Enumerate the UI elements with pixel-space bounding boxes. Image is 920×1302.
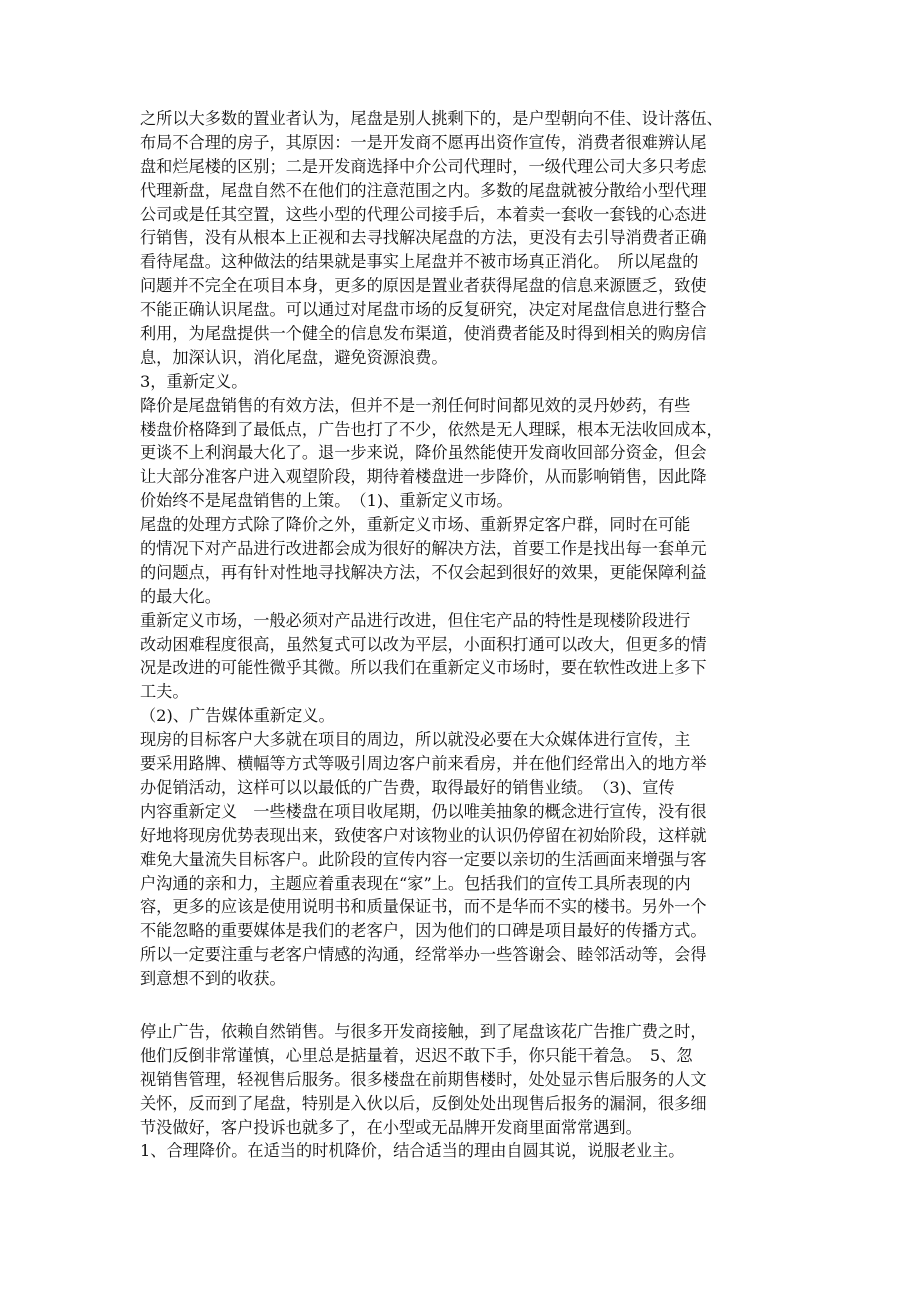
text-line: 盘和烂尾楼的区别；二是开发商选择中介公司代理时，一级代理公司大多只考虑: [140, 156, 707, 176]
text-line: 看待尾盘。这种做法的结果就是事实上尾盘并不被市场真正消化。 所以尾盘的: [140, 252, 699, 272]
paragraph-gap: [140, 991, 785, 1020]
text-line: 不能忽略的重要媒体是我们的老客户，因为他们的口碑是项目最好的传播方式。: [140, 921, 707, 941]
text-line: 户沟通的亲和力，主题应着重表现在“家”上。包括我们的宣传工具所表现的内: [140, 873, 691, 893]
text-line: 的最大化。: [140, 586, 221, 606]
text-line: 布局不合理的房子，其原因：一是开发商不愿再出资作宣传，消费者很难辨认尾: [140, 132, 707, 152]
text-line: 不能正确认识尾盘。可以通过对尾盘市场的反复研究，决定对尾盘信息进行整合: [140, 300, 707, 320]
text-line: 内容重新定义 一些楼盘在项目收尾期，仍以唯美抽象的概念进行宣传，没有很: [140, 801, 707, 821]
document-page: [140, 107, 785, 1163]
text-line: 难免大量流失目标客户。此阶段的宣传内容一定要以亲切的生活画面来增强与客: [140, 849, 707, 869]
text-line: 的问题点，再有针对性地寻找解决方法，不仅会起到很好的效果，更能保障利益: [140, 562, 707, 582]
text-line: 行销售，没有从根本上正视和去寻找解决尾盘的方法，更没有去引导消费者正确: [140, 228, 707, 248]
text-line: 容，更多的应该是使用说明书和质量保证书，而不是华而不实的楼书。另外一个: [140, 897, 707, 917]
text-line: 况是改进的可能性微乎其微。所以我们在重新定义市场时，要在软性改进上多下: [140, 658, 707, 678]
text-block-1: [140, 107, 785, 991]
text-line: 之所以大多数的置业者认为，尾盘是别人挑剩下的，是户型朝向不佳、设计落伍、: [140, 109, 723, 128]
text-line: 停止广告，依赖自然销售。与很多开发商接触，到了尾盘该花广告推广费之时，: [140, 1021, 707, 1041]
text-line: 价始终不是尾盘销售的上策。 （1)、重新定义市场。: [140, 491, 513, 511]
text-line: 现房的目标客户大多就在项目的周边，所以就没必要在大众媒体进行宣传，主: [140, 730, 691, 750]
text-line: 到意想不到的收获。: [140, 969, 286, 989]
text-line: 3，重新定义。: [140, 371, 248, 391]
text-line: 楼盘价格降到了最低点，广告也打了不少，依然是无人理睬，根本无法收回成本，: [140, 419, 723, 439]
text-line: 他们反倒非常谨慎，心里总是掂量着，迟迟不敢下手，你只能干着急。 5、忽: [140, 1045, 693, 1065]
text-line: 利用，为尾盘提供一个健全的信息发布渠道，使消费者能及时得到相关的购房信: [140, 324, 707, 344]
text-line: 的情况下对产品进行改进都会成为很好的解决方法，首要工作是找出每一套单元: [140, 539, 707, 559]
text-line: 问题并不完全在项目本身，更多的原因是置业者获得尾盘的信息来源匮乏，致使: [140, 276, 707, 296]
text-line: 更谈不上利润最大化了。退一步来说，降价虽然能使开发商收回部分资金，但会: [140, 443, 707, 463]
text-line: 代理新盘，尾盘自然不在他们的注意范围之内。多数的尾盘就被分散给小型代理: [140, 180, 707, 200]
text-line: 重新定义市场，一般必须对产品进行改进，但住宅产品的特性是现楼阶段进行: [140, 610, 691, 630]
text-line: 1、合理降价。在适当的时机降价，结合适当的理由自圆其说，说服老业主。: [140, 1141, 685, 1161]
text-line: 所以一定要注重与老客户情感的沟通，经常举办一些答谢会、睦邻活动等，会得: [140, 945, 707, 965]
text-line: 办促销活动，这样可以以最低的广告费，取得最好的销售业绩。 （3)、宣传: [140, 777, 675, 797]
text-line: 要采用路牌、横幅等方式等吸引周边客户前来看房，并在他们经常出入的地方举: [140, 754, 707, 774]
text-line: 让大部分准客户进入观望阶段，期待着楼盘进一步降价，从而影响销售，因此降: [140, 467, 707, 487]
text-line: 关怀，反而到了尾盘，特别是入伙以后，反倒处处出现售后报务的漏洞，很多细: [140, 1093, 707, 1113]
text-line: 工夫。: [140, 682, 189, 702]
text-line: 视销售管理，轻视售后服务。很多楼盘在前期售楼时，处处显示售后服务的人文: [140, 1069, 707, 1089]
text-line: 息，加深认识，消化尾盘，避免资源浪费。: [140, 347, 448, 367]
text-line: 公司或是任其空置，这些小型的代理公司接手后，本着卖一套收一套钱的心态进: [140, 204, 707, 224]
text-line: 降价是尾盘销售的有效方法，但并不是一剂任何时间都见效的灵丹妙药，有些: [140, 395, 691, 415]
text-line: 好地将现房优势表现出来，致使客户对该物业的认识仍停留在初始阶段，这样就: [140, 825, 707, 845]
text-block-2: [140, 1020, 785, 1163]
text-line: 尾盘的处理方式除了降价之外，重新定义市场、重新界定客户群，同时在可能: [140, 515, 691, 535]
text-line: 改动困难程度很高，虽然复式可以改为平层，小面积打通可以改大，但更多的情: [140, 634, 707, 654]
text-line: （2)、广告媒体重新定义。: [140, 706, 335, 726]
text-line: 节没做好，客户投诉也就多了，在小型或无品牌开发商里面常常遇到。: [140, 1117, 642, 1137]
